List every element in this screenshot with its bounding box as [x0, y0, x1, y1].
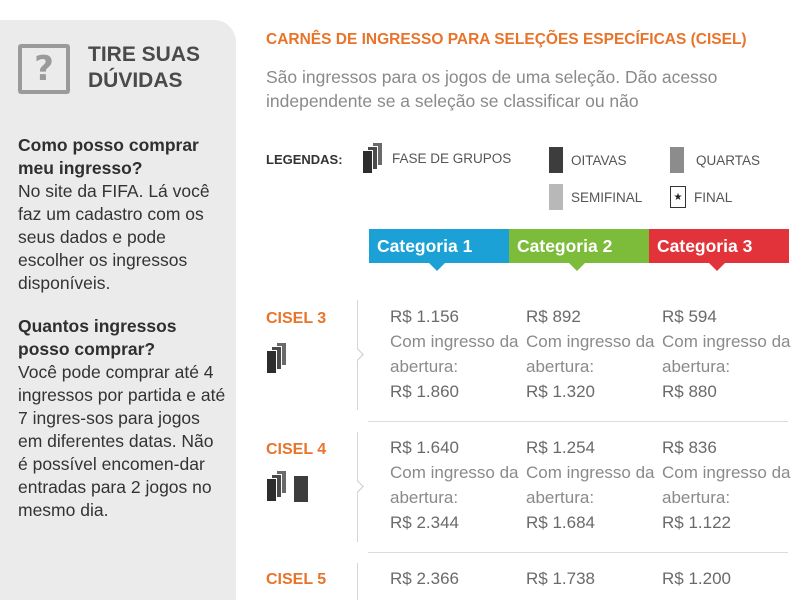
price-cell: [662, 566, 792, 591]
row-label-cisel-4: CISEL 4: [266, 441, 327, 458]
row-separator: [368, 552, 788, 553]
price-note: Com ingresso da abertura:: [390, 332, 519, 376]
faq-question: Quantos ingressos posso comprar?: [18, 316, 177, 359]
row-icons: [266, 470, 308, 502]
faq-answer: Você pode comprar até 4 ingressos por partida e até 7 ingres-sos para jogos em diferentes datas. Não é possível encomen-dar entradas para 2 jogos no mesmo dia.: [18, 362, 226, 520]
ticket-stack-icon: [266, 470, 288, 502]
dark-ticket-icon: [549, 147, 563, 173]
legend-item-fase-de-grupos: [362, 142, 511, 174]
price-with-opening: R$ 1.684: [526, 513, 595, 532]
price-note: Com ingresso da abertura:: [662, 463, 791, 507]
chevron-right-icon: [351, 348, 364, 361]
price-cell: [526, 304, 656, 404]
legend-item-semifinal: [549, 184, 642, 210]
legend-text: FASE DE GRUPOS: [392, 150, 512, 166]
faq-item: [18, 315, 236, 522]
price-with-opening: R$ 2.344: [390, 513, 459, 532]
price-note: Com ingresso da abertura:: [526, 332, 655, 376]
faq-item: [18, 134, 236, 295]
price-cell: [390, 566, 520, 591]
category-3-header: Categoria 3: [649, 229, 789, 263]
faq-answer: No site da FIFA. Lá você faz um cadastro com os seus dados e pode escolher os ingressos disponíveis.: [18, 181, 210, 293]
light-ticket-icon: [549, 184, 563, 210]
price: R$ 1.738: [526, 569, 595, 588]
faq-title: TIRE SUAS DÚVIDAS: [88, 43, 201, 92]
dark-ticket-icon: [294, 476, 308, 502]
price-note: Com ingresso da abertura:: [390, 463, 519, 507]
legend-text: SEMIFINAL: [571, 189, 643, 205]
price-with-opening: R$ 1.860: [390, 382, 459, 401]
ticket-stack-icon: [362, 142, 384, 174]
faq-question: Como posso comprar meu ingresso?: [18, 135, 199, 178]
price: R$ 836: [662, 438, 717, 457]
price: R$ 1.200: [662, 569, 731, 588]
legend-text: FINAL: [694, 189, 733, 205]
star-ticket-icon: ★: [670, 186, 686, 208]
price: R$ 1.156: [390, 307, 459, 326]
price-cell: [390, 304, 520, 404]
price-with-opening: R$ 1.122: [662, 513, 731, 532]
legend-text: QUARTAS: [696, 152, 761, 168]
row-label-cisel-3: CISEL 3: [266, 310, 327, 327]
price-with-opening: R$ 1.320: [526, 382, 595, 401]
category-2-header: Categoria 2: [509, 229, 649, 263]
legend-label: LEGENDAS:: [266, 152, 343, 167]
page-title: CARNÊS DE INGRESSO PARA SELEÇÕES ESPECÍFICAS (CISEL): [266, 31, 747, 48]
row-icons: [266, 342, 288, 374]
price-cell: [390, 435, 520, 535]
row-divider: [357, 563, 358, 600]
legend-text: OITAVAS: [571, 152, 627, 168]
gray-ticket-icon: [670, 147, 684, 173]
price: R$ 594: [662, 307, 717, 326]
faq-header: [18, 42, 236, 94]
price-with-opening: R$ 880: [662, 382, 717, 401]
price: R$ 1.640: [390, 438, 459, 457]
category-1-header: Categoria 1: [369, 229, 509, 263]
row-label-cisel-5: CISEL 5: [266, 571, 327, 588]
price-note: Com ingresso da abertura:: [662, 332, 791, 376]
legend-item-final: [670, 186, 732, 208]
row-separator: [368, 421, 788, 422]
question-mark-icon: ?: [18, 44, 70, 94]
legend-item-oitavas: [549, 147, 627, 173]
ticket-stack-icon: [266, 342, 288, 374]
price-cell: [526, 566, 656, 591]
price-cell: [662, 304, 792, 404]
faq-sidebar: [0, 20, 236, 600]
price: R$ 2.366: [390, 569, 459, 588]
price-note: Com ingresso da abertura:: [526, 463, 655, 507]
chevron-right-icon: [351, 480, 364, 493]
price: R$ 892: [526, 307, 581, 326]
price-cell: [526, 435, 656, 535]
price: R$ 1.254: [526, 438, 595, 457]
price-cell: [662, 435, 792, 535]
legend-item-quartas: [670, 147, 760, 173]
page-subtitle: São ingressos para os jogos de uma seleção. Dão acesso independente se a seleção se classificar ou não: [266, 67, 718, 111]
